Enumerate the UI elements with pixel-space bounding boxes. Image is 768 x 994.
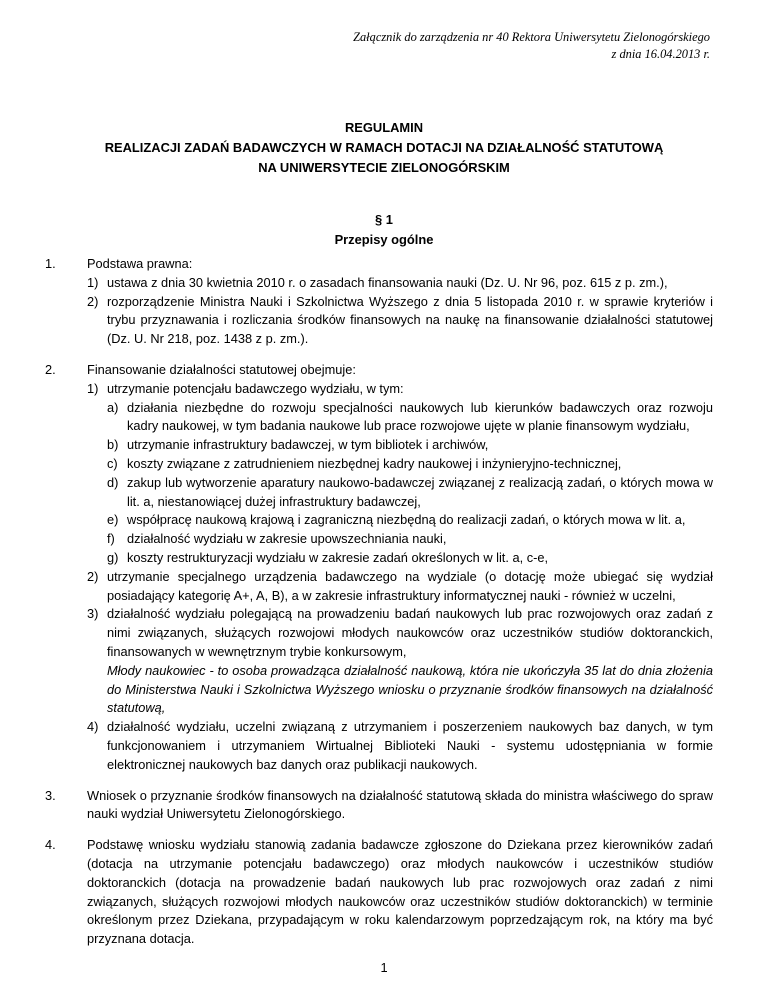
document-body xyxy=(45,255,713,961)
sub-item-text: ustawa z dnia 30 kwietnia 2010 r. o zasadach finansowania nauki (Dz. U. Nr 96, poz. 615 z p. zm.), xyxy=(107,274,668,290)
sub-item-text: działalność wydziału, uczelni związaną z utrzymaniem i poszerzeniem naukowych baz danych, w tym funkcjonowaniem i utrzymaniem Wirtualnej Biblioteki Nauki - systemu udostępniania w formie elektronicznej naukowych baz danych oraz publikacji naukowych. xyxy=(107,719,713,772)
sub-item-text: działalność wydziału polegającą na prowadzeniu badań naukowych lub prac rozwojowych oraz zadań z nimi związanych, służących rozwojowi młodych naukowców oraz uczestników studiów doktoranckich, finansowanych w wewnętrznym trybie konkursowym, xyxy=(107,606,713,659)
section-heading xyxy=(40,210,728,250)
letter-item-text: utrzymanie infrastruktury badawczej, w tym bibliotek i archiwów, xyxy=(127,437,489,453)
sub-item xyxy=(87,293,713,349)
letter-item-text: działania niezbędne do rozwoju specjalności naukowych lub kierunków badawczych oraz rozwoju kadry naukowej, w tym badania naukowe lub prace rozwojowe ujęte w planie finansowym wydziału, xyxy=(127,399,713,434)
header-line-2: z dnia 16.04.2013 r. xyxy=(611,47,710,61)
title-line-3: NA UNIWERSYTECIE ZIELONOGÓRSKIM xyxy=(258,160,510,175)
letter-item-number: e) xyxy=(107,512,119,528)
item-number: 1. xyxy=(45,256,56,271)
sub-item-number: 4) xyxy=(87,719,99,735)
list-item xyxy=(45,836,713,949)
item-text: Podstawę wniosku wydziału stanowią zadania badawcze zgłoszone do Dziekana przez kierowników zadań (dotacja na utrzymanie potencjału badawczego) oraz młodych naukowców i uczestników studiów doktoranckich (dotacja na prowadzenie badań naukowych lub prac rozwojowych oraz zadań z nimi związanych, służących rozwojowi młodych naukowców oraz uczestników studiów doktoranckich) w terminie określonym przez Dziekana, przypadającym w roku kalendarzowym poprzedzającym rok, na który ma być przyznana dotacja. xyxy=(87,837,713,947)
letter-item xyxy=(107,511,713,530)
item-number: 4. xyxy=(45,837,56,853)
sub-item xyxy=(87,605,713,718)
sub-item-text: rozporządzenie Ministra Nauki i Szkolnictwa Wyższego z dnia 5 listopada 2010 r. w sprawie kryteriów i trybu przyznawania i rozliczania środków finansowych na naukę na finansowanie działalności statutowej (Dz. U. Nr 218, poz. 1438 z p. zm.). xyxy=(107,293,713,347)
letter-item-text: koszty restrukturyzacji wydziału w zakresie zadań określonych w lit. a, c-e, xyxy=(127,549,549,565)
section-number: § 1 xyxy=(375,212,393,227)
list-item xyxy=(45,787,713,825)
item-number: 3. xyxy=(45,787,56,803)
letter-item xyxy=(107,474,713,512)
attachment-header xyxy=(353,29,710,63)
letter-item-number: f) xyxy=(107,531,115,547)
page-number: 1 xyxy=(380,960,388,975)
letter-item-text: zakup lub wytworzenie aparatury naukowo-badawczej związanej z realizacją zadań, o których mowa w lit. a, niestanowiącej dużej infrastruktury badawczej, xyxy=(127,474,713,509)
letter-item-number: g) xyxy=(107,549,119,565)
item-text: Wniosek o przyznanie środków finansowych na działalność statutową składa do ministra właściwego do spraw nauki wydział Uniwersytetu Zielonogórskiego. xyxy=(87,787,713,822)
item-text: Finansowanie działalności statutowej obejmuje: xyxy=(87,361,356,377)
letter-item-text: działalność wydziału w zakresie upowszechniania nauki, xyxy=(127,531,447,547)
letter-item xyxy=(107,530,713,549)
sub-item xyxy=(87,380,713,568)
letter-item-number: b) xyxy=(107,437,119,453)
title-line-1: REGULAMIN xyxy=(344,120,424,135)
letter-item xyxy=(107,549,713,568)
sub-item-text: utrzymanie specjalnego urządzenia badawczego na wydziale (o dotację może ubiegać się wydział posiadający kategorię A+, A, B), a w zakresie infrastruktury informatycznej nauki - również w uczelni, xyxy=(107,568,713,603)
sub-item-number: 3) xyxy=(87,606,99,622)
sub-item-number: 2) xyxy=(87,293,99,309)
list-item xyxy=(45,361,713,775)
letter-item-number: c) xyxy=(107,455,118,471)
letter-item-text: koszty związane z zatrudnieniem niezbędnej kadry naukowej i inżynieryjno-technicznej, xyxy=(127,455,622,471)
document-title xyxy=(40,118,728,178)
sub-item-number: 2) xyxy=(87,568,99,584)
list-item xyxy=(45,255,713,349)
letter-item xyxy=(107,455,713,474)
letter-item xyxy=(107,399,713,437)
item-text: Podstawa prawna: xyxy=(87,256,193,271)
sub-item-text: utrzymanie potencjału badawczego wydziału, w tym: xyxy=(107,380,404,396)
title-line-2: REALIZACJI ZADAŃ BADAWCZYCH W RAMACH DOTACJI NA DZIAŁALNOŚĆ STATUTOWĄ xyxy=(104,140,664,155)
letter-item-number: d) xyxy=(107,474,119,490)
item-number: 2. xyxy=(45,361,56,377)
letter-item-text: współpracę naukową krajową i zagraniczną niezbędną do realizacji zadań, o których mowa w lit. a, xyxy=(127,512,686,528)
section-title: Przepisy ogólne xyxy=(334,232,434,247)
header-line-1: Załącznik do zarządzenia nr 40 Rektora Uniwersytetu Zielonogórskiego xyxy=(353,30,710,44)
sub-item xyxy=(87,718,713,774)
letter-item-number: a) xyxy=(107,399,119,415)
sub-item-number: 1) xyxy=(87,274,99,290)
sub-item-number: 1) xyxy=(87,380,99,396)
sub-item xyxy=(87,274,713,293)
young-scientist-note: Młody naukowiec - to osoba prowadząca działalność naukową, która nie ukończyła 35 lat do dnia złożenia do Ministerstwa Nauki i Szkolnictwa Wyższego wniosku o przyznanie środków finansowych na działalność statutową, xyxy=(107,662,713,716)
letter-item xyxy=(107,436,713,455)
sub-item xyxy=(87,568,713,606)
